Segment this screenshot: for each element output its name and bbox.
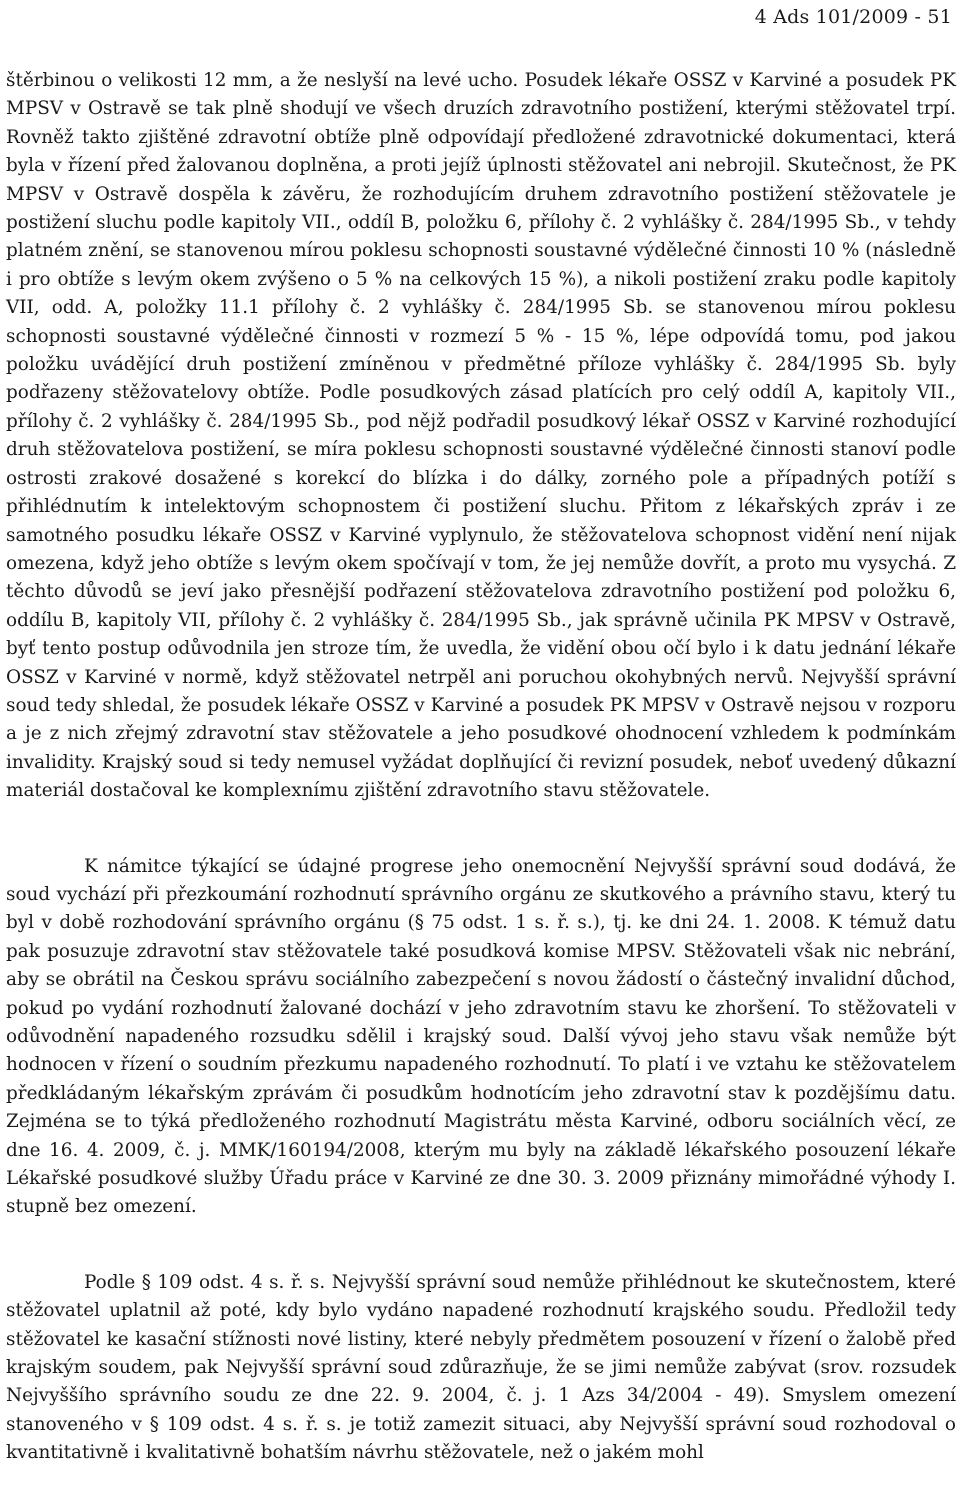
running-header: 4 Ads 101/2009 - 51 — [754, 6, 952, 28]
document-body — [6, 67, 956, 1468]
paragraph-new-evidence: Podle § 109 odst. 4 s. ř. s. Nejvyšší správní soud nemůže přihlédnout ke skutečnostem, které stěžovatel uplatnil až poté, kdy bylo vydáno napadené rozhodnutí krajského soudu. Předložil tedy stěžovatel ke kasační stížnosti nové listiny, které nebyly předmětem posouzení v řízení o žalobě před krajským soudem, pak Nejvyšší správní soud zdůrazňuje, že se jimi nemůže zabývat (srov. rozsudek Nejvyššího správního soudu ze dne 22. 9. 2004, č. j. 1 Azs 34/2004 - 49). Smyslem omezení stanoveného v § 109 odst. 4 s. ř. s. je totiž zamezit situaci, aby Nejvyšší správní soud rozhodoval o kvantitativně i kvalitativně bohatším návrhu stěžovatele, než o jakém mohl — [6, 1271, 956, 1464]
paragraph-medical-assessment: štěrbinou o velikosti 12 mm, a že neslyší na levé ucho. Posudek lékaře OSSZ v Karviné a posudek PK MPSV v Ostravě se tak plně shodují ve všech druzích zdravotního postižení, kterými stěžovatel trpí. Rovněž takto zjištěné zdravotní obtíže plně odpovídají předložené zdravotnické dokumentaci, která byla v řízení před žalovanou doplněna, a proti jejíž úplnosti stěžovatel ani nebrojil. Skutečnost, že PK MPSV v Ostravě dospěla k závěru, že rozhodujícím druhem zdravotního postižení stěžovatele je postižení sluchu podle kapitoly VII., oddíl B, položku 6, přílohy č. 2 vyhlášky č. 284/1995 Sb., v tehdy platném znění, se stanovenou mírou poklesu schopnosti soustavné výdělečné činnosti 10 % (následně i pro obtíže s levým okem zvýšeno o 5 % na celkových 15 %), a nikoli postižení zraku podle kapitoly VII, odd. A, položky 11.1 přílohy č. 2 vyhlášky č. 284/1995 Sb. se stanovenou mírou poklesu schopnosti soustavné výdělečné činnosti v rozmezí 5 % - 15 %, lépe odpovídá tomu, pod jakou položku uvádějící druh postižení zmíněnou v předmětné příloze vyhlášky č. 284/1995 Sb. byly podřazeny stěžovatelovy obtíže. Podle posudkových zásad platících pro celý oddíl A, kapitoly VII., přílohy č. 2 vyhlášky č. 284/1995 Sb., pod nějž podřadil posudkový lékař OSSZ v Karviné rozhodující druh stěžovatelova postižení, se míra poklesu schopnosti soustavné výdělečné činnosti stanoví podle ostrosti zrakové dosažené s korekcí do blízka i do dálky, zorného pole a případných potíží s přihlédnutím k intelektovým schopnostem či postižení sluchu. Přitom z lékařských zpráv i ze samotného posudku lékaře OSSZ v Karviné vyplynulo, že stěžovatelova schopnost vidění není nijak omezena, když jeho obtíže s levým okem spočívají v tom, že jej nemůže dovřít, a proto mu vysychá. Z těchto důvodů se jeví jako přesnější podřazení stěžovatelova zdravotního postižení pod položku 6, oddílu B, kapitoly VII, přílohy č. 2 vyhlášky č. 284/1995 Sb., jak správně učinila PK MPSV v Ostravě, byť tento postup odůvodnila jen stroze tím, že uvedla, že vidění obou očí bylo i k datu jednání lékaře OSSZ v Karviné v normě, když stěžovatel netrpěl ani poruchou okohybných nervů. Nejvyšší správní soud tedy shledal, že posudek lékaře OSSZ v Karviné a posudek PK MPSV v Ostravě nejsou v rozporu a je z nich zřejmý zdravotní stav stěžovatele a jeho posudkové ohodnocení vzhledem k podmínkám invalidity. Krajský soud si tedy nemusel vyžádat doplňující či revizní posudek, neboť uvedený důkazní materiál dostačoval ke komplexnímu zjištění zdravotního stavu stěžovatele. — [6, 70, 956, 802]
paragraph-disease-progression: K námitce týkající se údajné progrese jeho onemocnění Nejvyšší správní soud dodává, že soud vychází při přezkoumání rozhodnutí správního orgánu ze skutkového a právního stavu, který tu byl v době rozhodování správního orgánu (§ 75 odst. 1 s. ř. s.), tj. ke dni 24. 1. 2008. K témuž datu pak posuzuje zdravotní stav stěžovatele také posudková komise MPSV. Stěžovateli však nic nebrání, aby se obrátil na Českou správu sociálního zabezpečení s novou žádostí o částečný invalidní důchod, pokud po vydání rozhodnutí žalované dochází v jeho zdravotním stavu ke zhoršení. To stěžovateli v odůvodnění napadeného rozsudku sdělil i krajský soud. Další vývoj jeho stavu však nemůže být hodnocen v řízení o soudním přezkumu napadeného rozhodnutí. To platí i ve vztahu ke stěžovatelem předkládaným lékařským zprávám či posudkům hodnotícím jeho zdravotní stav k pozdějšímu datu. Zejména se to týká předloženého rozhodnutí Magistrátu města Karviné, odboru sociálních věcí, ze dne 16. 4. 2009, č. j. MMK/160194/2008, kterým mu byly na základě lékařského posouzení lékaře Lékařské posudkové služby Úřadu práce v Karviné ze dne 30. 3. 2009 přiznány mimořádné výhody I. stupně bez omezení. — [6, 855, 956, 1218]
